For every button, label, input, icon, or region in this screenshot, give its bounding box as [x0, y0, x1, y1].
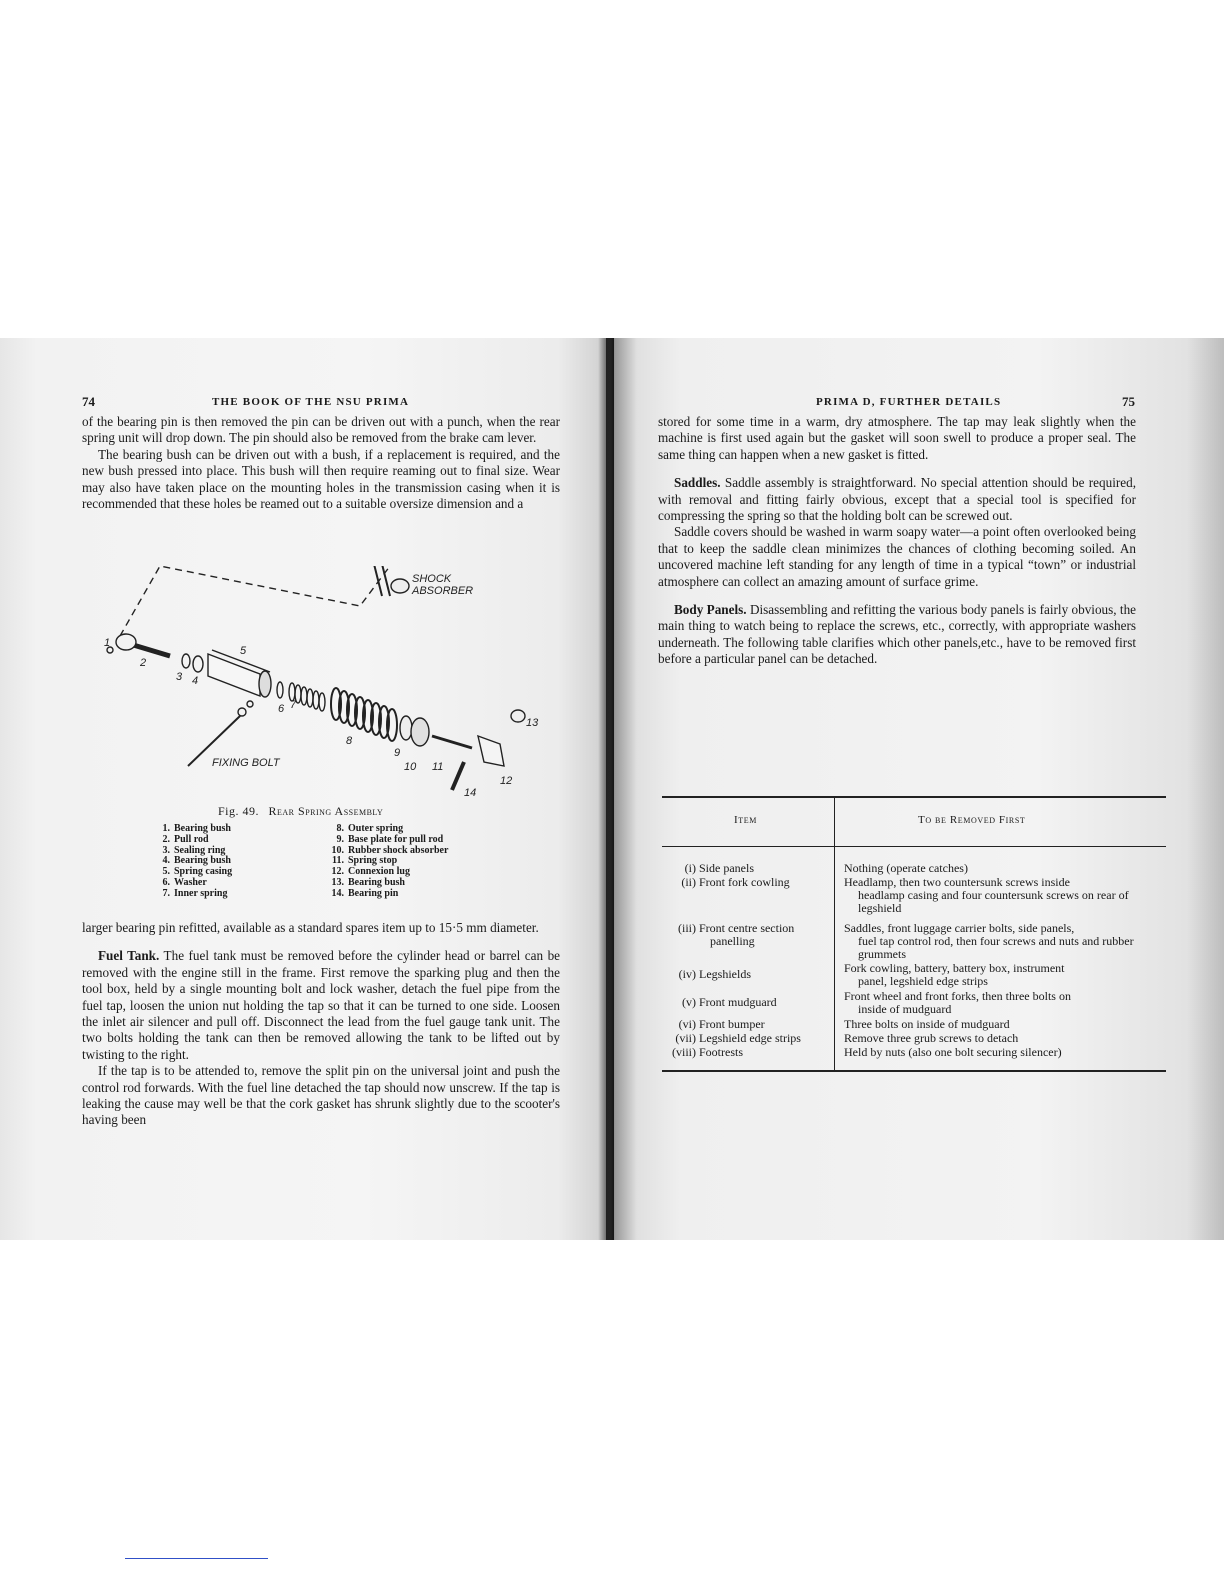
legend-entry: 11. Spring stop	[332, 855, 398, 867]
callout-label: 1	[104, 637, 111, 649]
paragraph: Fuel Tank. The fuel tank must be removed before the cylinder head or barrel can be removed with the engine still in the frame. First remove the sparking plug and then the tool box, held by a single mounting bolt and lock washer, detach the fuel pipe from the fuel tap, loosen the union nut holding the tap so that it can be turned to one side. Loosen the inlet air silencer and pull off. Disconnect the lead from the fuel gauge tank unit. The two bolts holding the tank can then be removed allowing the tank to be lifted out by twisting to the right.	[82, 948, 561, 1062]
pull-rod	[130, 644, 170, 656]
guide-line	[120, 566, 390, 636]
legend-entry: 8. Outer spring	[336, 823, 404, 834]
figure-callouts	[139, 573, 539, 796]
legend-entry: 3. Sealing ring	[162, 844, 226, 856]
body-text	[658, 414, 1136, 668]
table-row-removed: Headlamp, then two countersunk screws inside headlamp casing and four countersunk screws on rear of legshield	[844, 875, 1129, 916]
section-heading: Fuel Tank.	[98, 948, 160, 964]
page-number: 74	[82, 394, 95, 409]
book-gutter	[598, 338, 614, 1240]
table-row-item: (i) Side panels	[684, 861, 754, 875]
legend-entry: 9. Base plate for pull rod	[336, 833, 444, 845]
body-panels-table-tail	[662, 1032, 1166, 1072]
shock-label: ABSORBER	[412, 585, 474, 597]
callout-label: 6	[278, 703, 285, 715]
legend-entry: 4. Bearing bush	[162, 855, 231, 867]
paragraph: of the bearing pin is then removed the pin can be driven out with a punch, when the rear spring unit will drop down. The pin should also be removed from the brake cam lever.	[82, 414, 560, 446]
legend-entry: 14. Bearing pin	[331, 887, 399, 899]
table-rule-bottom	[662, 1070, 1166, 1072]
callout-label: 2	[140, 657, 147, 669]
table-header-item: Item	[734, 814, 757, 826]
callout-label: 8	[346, 735, 353, 747]
running-head: PRIMA D, FURTHER DETAILS	[816, 396, 1002, 408]
figure-title: Rear Spring Assembly	[268, 804, 384, 818]
bearing-bush-13	[511, 710, 525, 722]
paragraph: larger bearing pin refitted, available as a standard spares item up to 15·5 mm diameter.	[82, 920, 539, 935]
paragraph: The bearing bush can be driven out with a bush, if a replacement is required, and the new bush pressed into place. This bush will then require reaming out to final size. Wear may also have taken place on the mounting holes in the transmission casing when it is recommended that these holes be reamed out to a suitable oversize dimension and a	[82, 446, 560, 512]
callout-label: 10	[404, 761, 417, 773]
figure-legend-left	[152, 824, 232, 900]
callout-label: 3	[176, 671, 183, 683]
section-heading: Saddles.	[674, 475, 721, 491]
figure-number: Fig. 49.	[218, 804, 260, 818]
table-row-removed: Fork cowling, battery, battery box, instrument panel, legshield edge strips	[844, 961, 1065, 989]
table-row-removed: Saddles, front luggage carrier bolts, side panels, fuel tap control rod, then four screws and nuts and rubber grummets	[844, 921, 1134, 962]
rear-spring-assembly-figure	[100, 566, 570, 796]
paragraph: Body Panels. Disassembling and refitting the various body panels is fairly obvious, the main thing to watch being to replace the screws, etc., correctly, with appropriate washers underneath. The following table clarifies which other panels,etc., have to be removed first before a particular panel can be detached.	[658, 602, 1137, 667]
bearing-bush-1	[116, 634, 136, 650]
callout-label: 5	[240, 645, 247, 657]
body-panels-table	[662, 790, 1166, 1042]
book-spread	[0, 338, 1224, 1240]
table-column-divider	[834, 798, 835, 1038]
running-head: THE BOOK OF THE NSU PRIMA	[212, 396, 410, 408]
left-page	[0, 338, 606, 1240]
table-row-item: (vi) Front bumper	[678, 1017, 765, 1031]
table-row-item: (vii) Legshield edge strips	[675, 1031, 801, 1045]
section-heading: Body Panels.	[674, 602, 747, 618]
figure-legend-right	[326, 824, 448, 900]
legend-entry: 2. Pull rod	[162, 833, 209, 845]
paragraph: If the tap is to be attended to, remove the split pin on the universal joint and push the control rod forwards. With the fuel line detached the tap should now unscrew. If the tap is leaking the cause may well be that the cork gasket has shrunk slightly due to the scooter's having been	[82, 1063, 560, 1128]
legend-entry: 6. Washer	[162, 876, 207, 888]
legend-entry: 10. Rubber shock absorber	[331, 844, 449, 856]
outer-spring	[331, 688, 397, 741]
table-row-item: (iv) Legshields	[678, 967, 751, 981]
table-row-removed: Front wheel and front forks, then three bolts on inside of mudguard	[844, 989, 1071, 1017]
legend-entry: 13. Bearing bush	[331, 876, 405, 888]
legend-entry: 7. Inner spring	[162, 887, 228, 899]
body-text-top	[82, 414, 560, 512]
fixing-bolt-label: FIXING BOLT	[212, 757, 280, 769]
table-row-removed: Held by nuts (also one bolt securing silencer)	[844, 1045, 1062, 1059]
shock-label: SHOCK	[412, 573, 452, 585]
right-page	[606, 338, 1224, 1240]
paragraph: Saddles. Saddle assembly is straightforward. No special attention should be required, with removal and fitting fairly obvious, except that a special tool is specified for compressing the spring so that the holding bolt can be screwed out.	[658, 475, 1136, 524]
table-row-removed: Remove three grub screws to detach	[844, 1031, 1019, 1045]
table-row-item: (viii) Footrests	[672, 1045, 744, 1059]
table-rule-header	[662, 846, 1166, 847]
table-rule-top	[662, 796, 1166, 798]
paragraph: stored for some time in a warm, dry atmosphere. The tap may leak slightly when the machine is first used again but the gasket will soon swell to produce a proper seal. The same thing can happen when a new gasket is fitted.	[658, 414, 1136, 462]
footnote-rule	[125, 1558, 268, 1559]
body-text-bottom	[82, 920, 560, 1129]
legend-entry: 5. Spring casing	[162, 866, 233, 878]
paragraph: Saddle covers should be washed in warm soapy water—a point often overlooked being that to keep the saddle clean minimizes the chances of clothing becoming soiled. An uncovered machine left standing for any length of time in a typical “town” or industrial atmosphere can collect an amazing amount of surface grime.	[658, 524, 1136, 589]
callout-label: 14	[464, 787, 477, 796]
callout-label: 13	[526, 717, 539, 729]
legend-entry: 1. Bearing bush	[162, 823, 231, 834]
figure-caption	[218, 804, 383, 819]
callout-label: 11	[432, 761, 444, 773]
callout-label: 9	[394, 747, 401, 759]
table-row-item: (iii) Front centre section panelling	[678, 921, 795, 949]
table-row-item: (ii) Front fork cowling	[681, 875, 790, 889]
callout-label: 12	[500, 775, 513, 787]
table-column-divider	[834, 1024, 835, 1072]
table-row-removed: Three bolts on inside of mudguard	[844, 1017, 1010, 1031]
table-row-item: (v) Front mudguard	[682, 995, 777, 1009]
callout-label: 4	[192, 675, 199, 687]
legend-entry: 12. Connexion lug	[331, 866, 410, 878]
callout-label: 7	[290, 699, 297, 711]
table-row-removed: Nothing (operate catches)	[844, 861, 968, 875]
table-header-removed: To be Removed First	[918, 814, 1026, 826]
page-number: 75	[1122, 394, 1135, 409]
